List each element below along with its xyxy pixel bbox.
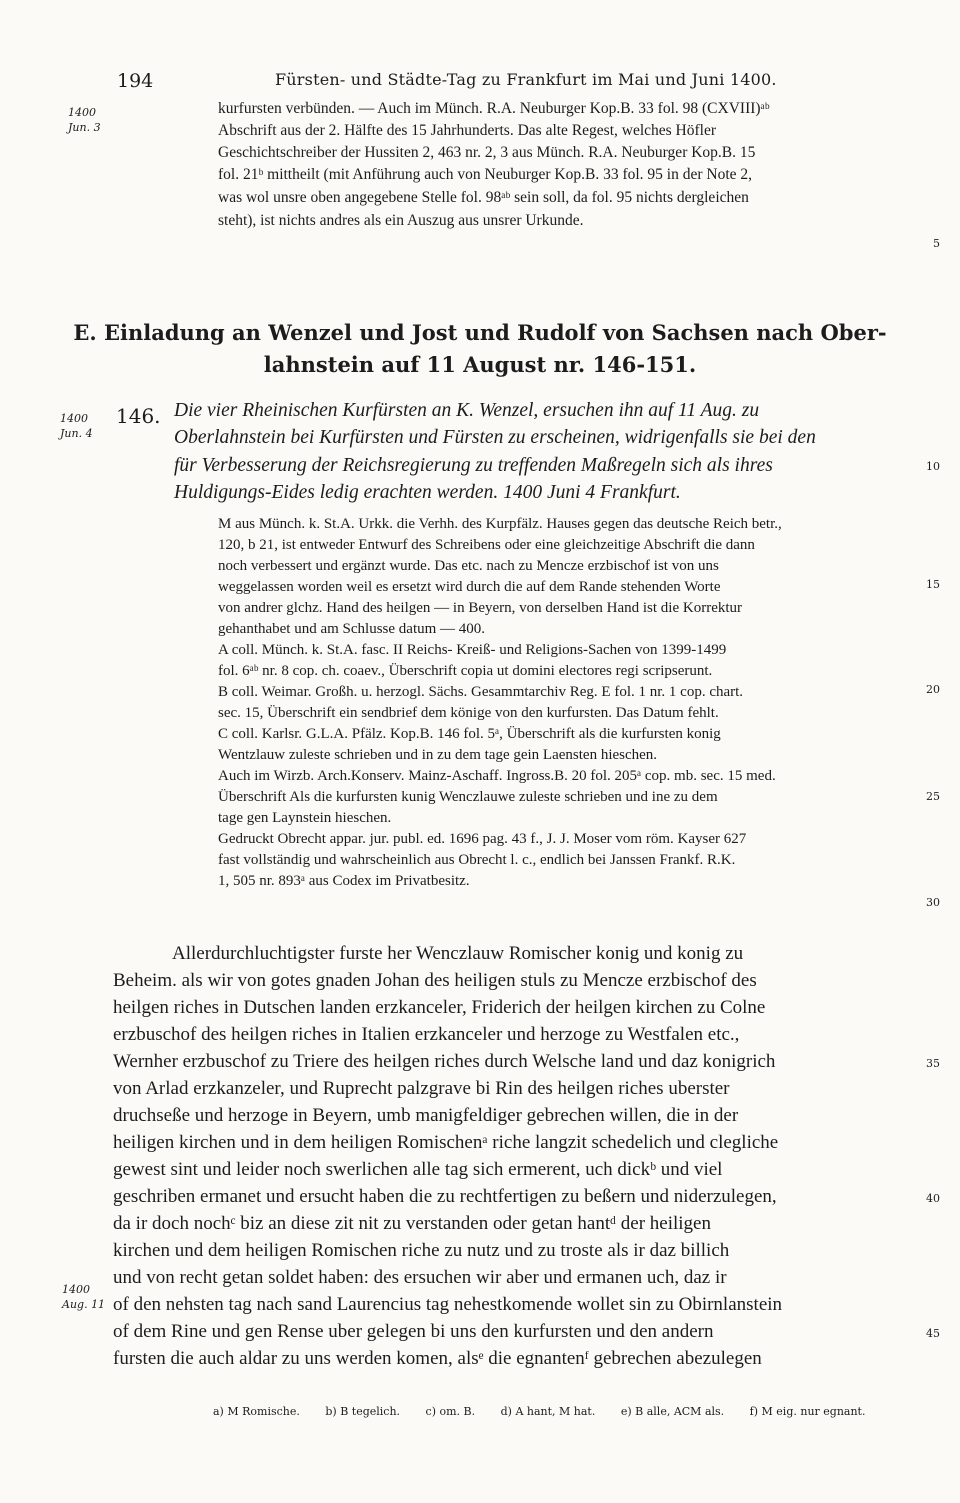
top-note-line: fol. 21ᵇ mittheilt (mit Anführung auch von Neuburger Kop.B. 33 fol. 95 in der Note 2, (218, 166, 753, 183)
text-line: erzbuschof des heilgen riches in Italien erzkanceler und herzoge zu Westfalen etc., (113, 1024, 740, 1045)
text-line: of den nehsten tag nach sand Laurencius tag nehestkomende wollet sin zu Obirnlanstein (113, 1294, 783, 1315)
section-title-line: E. Einladung an Wenzel und Jost und Rudolf von Sachsen nach Ober- (73, 320, 887, 345)
regest-line: Huldigungs-Eides ledig erachten werden. 1400 Juni 4 Frankfurt. (174, 482, 681, 503)
text-line: gewest sint und leider noch swerlichen alle tag sich ermerent, uch dickᵇ und viel (113, 1159, 723, 1180)
margin-year: 1400 (68, 106, 96, 119)
apparatus-line: C coll. Karlsr. G.L.A. Pfälz. Kop.B. 146 fol. 5ᵃ, Überschrift als die kurfursten konig (218, 726, 721, 742)
apparatus-line: fast vollständig und wahrscheinlich aus Obrecht l. c., endlich bei Janssen Frankf. R.K. (218, 852, 736, 868)
text-line: of dem Rine und gen Rense uber gelegen bi uns den kurfursten und den andern (113, 1321, 714, 1342)
line-number: 20 (926, 683, 940, 696)
line-number: 5 (933, 237, 940, 250)
footnotes (213, 1405, 887, 1418)
line-number: 45 (926, 1327, 940, 1340)
text-line: druchseße und herzoge in Beyern, umb manigfeldiger gebrechen willen, die in der (113, 1105, 739, 1126)
footnote: e) B alle, ACM als. (620, 1405, 725, 1418)
text-line: heilgen riches in Dutschen landen erzkanceler, Friderich der heilgen kirchen zu Colne (113, 997, 766, 1018)
line-number: 15 (926, 578, 940, 591)
apparatus-line: weggelassen worden weil es ersetzt wird durch die auf dem Rande stehenden Worte (218, 579, 721, 595)
footnote: d) A hant, M hat. (500, 1405, 596, 1418)
regest-line: Die vier Rheinischen Kurfürsten an K. Wenzel, ersuchen ihn auf 11 Aug. zu (174, 400, 760, 421)
top-note-line: steht), ist nichts andres als ein Auszug aus unsrer Urkunde. (218, 212, 584, 229)
text-line: von Arlad erzkanzeler, und Ruprecht palzgrave bi Rin des heilgen riches uberster (113, 1078, 730, 1099)
text-line: und von recht getan soldet haben: des ersuchen wir aber und ermanen uch, daz ir (113, 1267, 727, 1288)
line-number: 25 (926, 790, 940, 803)
top-note-line: was wol unsre oben angegebene Stelle fol. 98ᵃᵇ sein soll, da fol. 95 nichts dergleichen (218, 189, 749, 206)
footnote: c) om. B. (425, 1405, 476, 1418)
text-line: Allerdurchluchtigster furste her Wenczlauw Romischer konig und konig zu (172, 943, 744, 964)
running-head: Fürsten- und Städte-Tag zu Frankfurt im Mai und Juni 1400. (275, 70, 777, 89)
regest-line: für Verbesserung der Reichsregierung zu treffenden Maßregeln sich als ihres (174, 455, 773, 476)
text-line: da ir doch nochᶜ biz an diese zit nit zu verstanden oder getan hantᵈ der heiligen (113, 1213, 711, 1234)
footnote: f) M eig. nur egnant. (749, 1405, 866, 1418)
margin-date-top (68, 105, 128, 135)
line-number: 40 (926, 1192, 940, 1205)
apparatus-line: B coll. Weimar. Großh. u. herzogl. Sächs. Gesammtarchiv Reg. E fol. 1 nr. 1 cop. chart. (218, 684, 744, 700)
page-number: 194 (117, 70, 154, 92)
margin-date-entry (60, 411, 120, 441)
top-note-line: kurfursten verbünden. — Auch im Münch. R.A. Neuburger Kop.B. 33 fol. 98 (CXVIII)ᵃᵇ (218, 100, 770, 117)
apparatus-line: gehanthabet und am Schlusse datum — 400. (218, 621, 486, 637)
regest-line: Oberlahnstein bei Kurfürsten und Fürsten zu erscheinen, widrigenfalls sie bei den (174, 427, 816, 448)
apparatus-line: 120, b 21, ist entweder Entwurf des Schreibens oder eine gleichzeitige Abschrift die dann (218, 537, 755, 553)
margin-day: Aug. 11 (62, 1298, 106, 1311)
text-line: geschriben ermanet und ersucht haben die zu rechtfertigen zu beßern und niderzulegen, (113, 1186, 777, 1207)
text-line: Wernher erzbuschof zu Triere des heilgen riches durch Welsche land und daz konigrich (113, 1051, 776, 1072)
apparatus-line: noch verbessert und ergänzt wurde. Das etc. nach zu Mencze erzbischof ist von uns (218, 558, 719, 574)
line-number: 10 (926, 460, 940, 473)
apparatus-line: tage gen Laynstein hieschen. (218, 810, 392, 826)
margin-year: 1400 (62, 1283, 90, 1296)
apparatus-line: fol. 6ᵃᵇ nr. 8 cop. ch. coaev., Überschrift copia ut domini electores regi scripserunt. (218, 663, 713, 679)
footnote: b) B tegelich. (325, 1405, 401, 1418)
text-line: fursten die auch aldar zu uns werden komen, alsᵉ die egnantenᶠ gebrechen abezulegen (113, 1348, 762, 1369)
text-line: heiligen kirchen und in dem heiligen Romischenᵃ riche langzit schedelich und clegliche (113, 1132, 779, 1153)
margin-day: Jun. 3 (68, 121, 101, 134)
text-line: Beheim. als wir von gotes gnaden Johan des heiligen stuls zu Mencze erzbischof des (113, 970, 757, 991)
line-number: 35 (926, 1057, 940, 1070)
apparatus-line: Überschrift Als die kurfursten kunig Wenczlauwe zuleste schrieben und ine zu dem (218, 789, 718, 805)
apparatus-line: sec. 15, Überschrift ein sendbrief dem könige von den kurfursten. Das Datum fehlt. (218, 705, 719, 721)
apparatus-line: Wentzlauw zuleste schrieben und in zu dem tage gein Laensten hieschen. (218, 747, 658, 763)
apparatus-line: Auch im Wirzb. Arch.Konserv. Mainz-Aschaff. Ingross.B. 20 fol. 205ᵃ cop. mb. sec. 15 med. (218, 768, 776, 784)
margin-year: 1400 (60, 412, 88, 425)
margin-day: Jun. 4 (60, 427, 93, 440)
apparatus-line: 1, 505 nr. 893ᵃ aus Codex im Privatbesitz. (218, 873, 470, 889)
section-title-line: lahnstein auf 11 August nr. 146-151. (263, 352, 697, 377)
apparatus-line: Gedruckt Obrecht appar. jur. publ. ed. 1696 pag. 43 f., J. J. Moser vom röm. Kayser 627 (218, 831, 747, 847)
text-line: kirchen und dem heiligen Romischen riche zu nutz und zu troste als ir daz billich (113, 1240, 730, 1261)
apparatus-line: von andrer glchz. Hand des heilgen — in Beyern, von derselben Hand ist die Korrektur (218, 600, 743, 616)
apparatus-line: M aus Münch. k. St.A. Urkk. die Verhh. des Kurpfälz. Hauses gegen das deutsche Reich betr., (218, 516, 782, 532)
top-note-line: Abschrift aus der 2. Hälfte des 15 Jahrhunderts. Das alte Regest, welches Höfler (218, 122, 716, 139)
line-number: 30 (926, 896, 940, 909)
entry-number: 146. (116, 404, 161, 428)
apparatus-line: A coll. Münch. k. St.A. fasc. II Reichs- Kreiß- und Religions-Sachen von 1399-1499 (218, 642, 727, 658)
footnote: a) M Romische. (213, 1405, 300, 1418)
section-title (0, 317, 960, 381)
top-note-line: Geschichtschreiber der Hussiten 2, 463 nr. 2, 3 aus Münch. R.A. Neuburger Kop.B. 15 (218, 144, 756, 161)
